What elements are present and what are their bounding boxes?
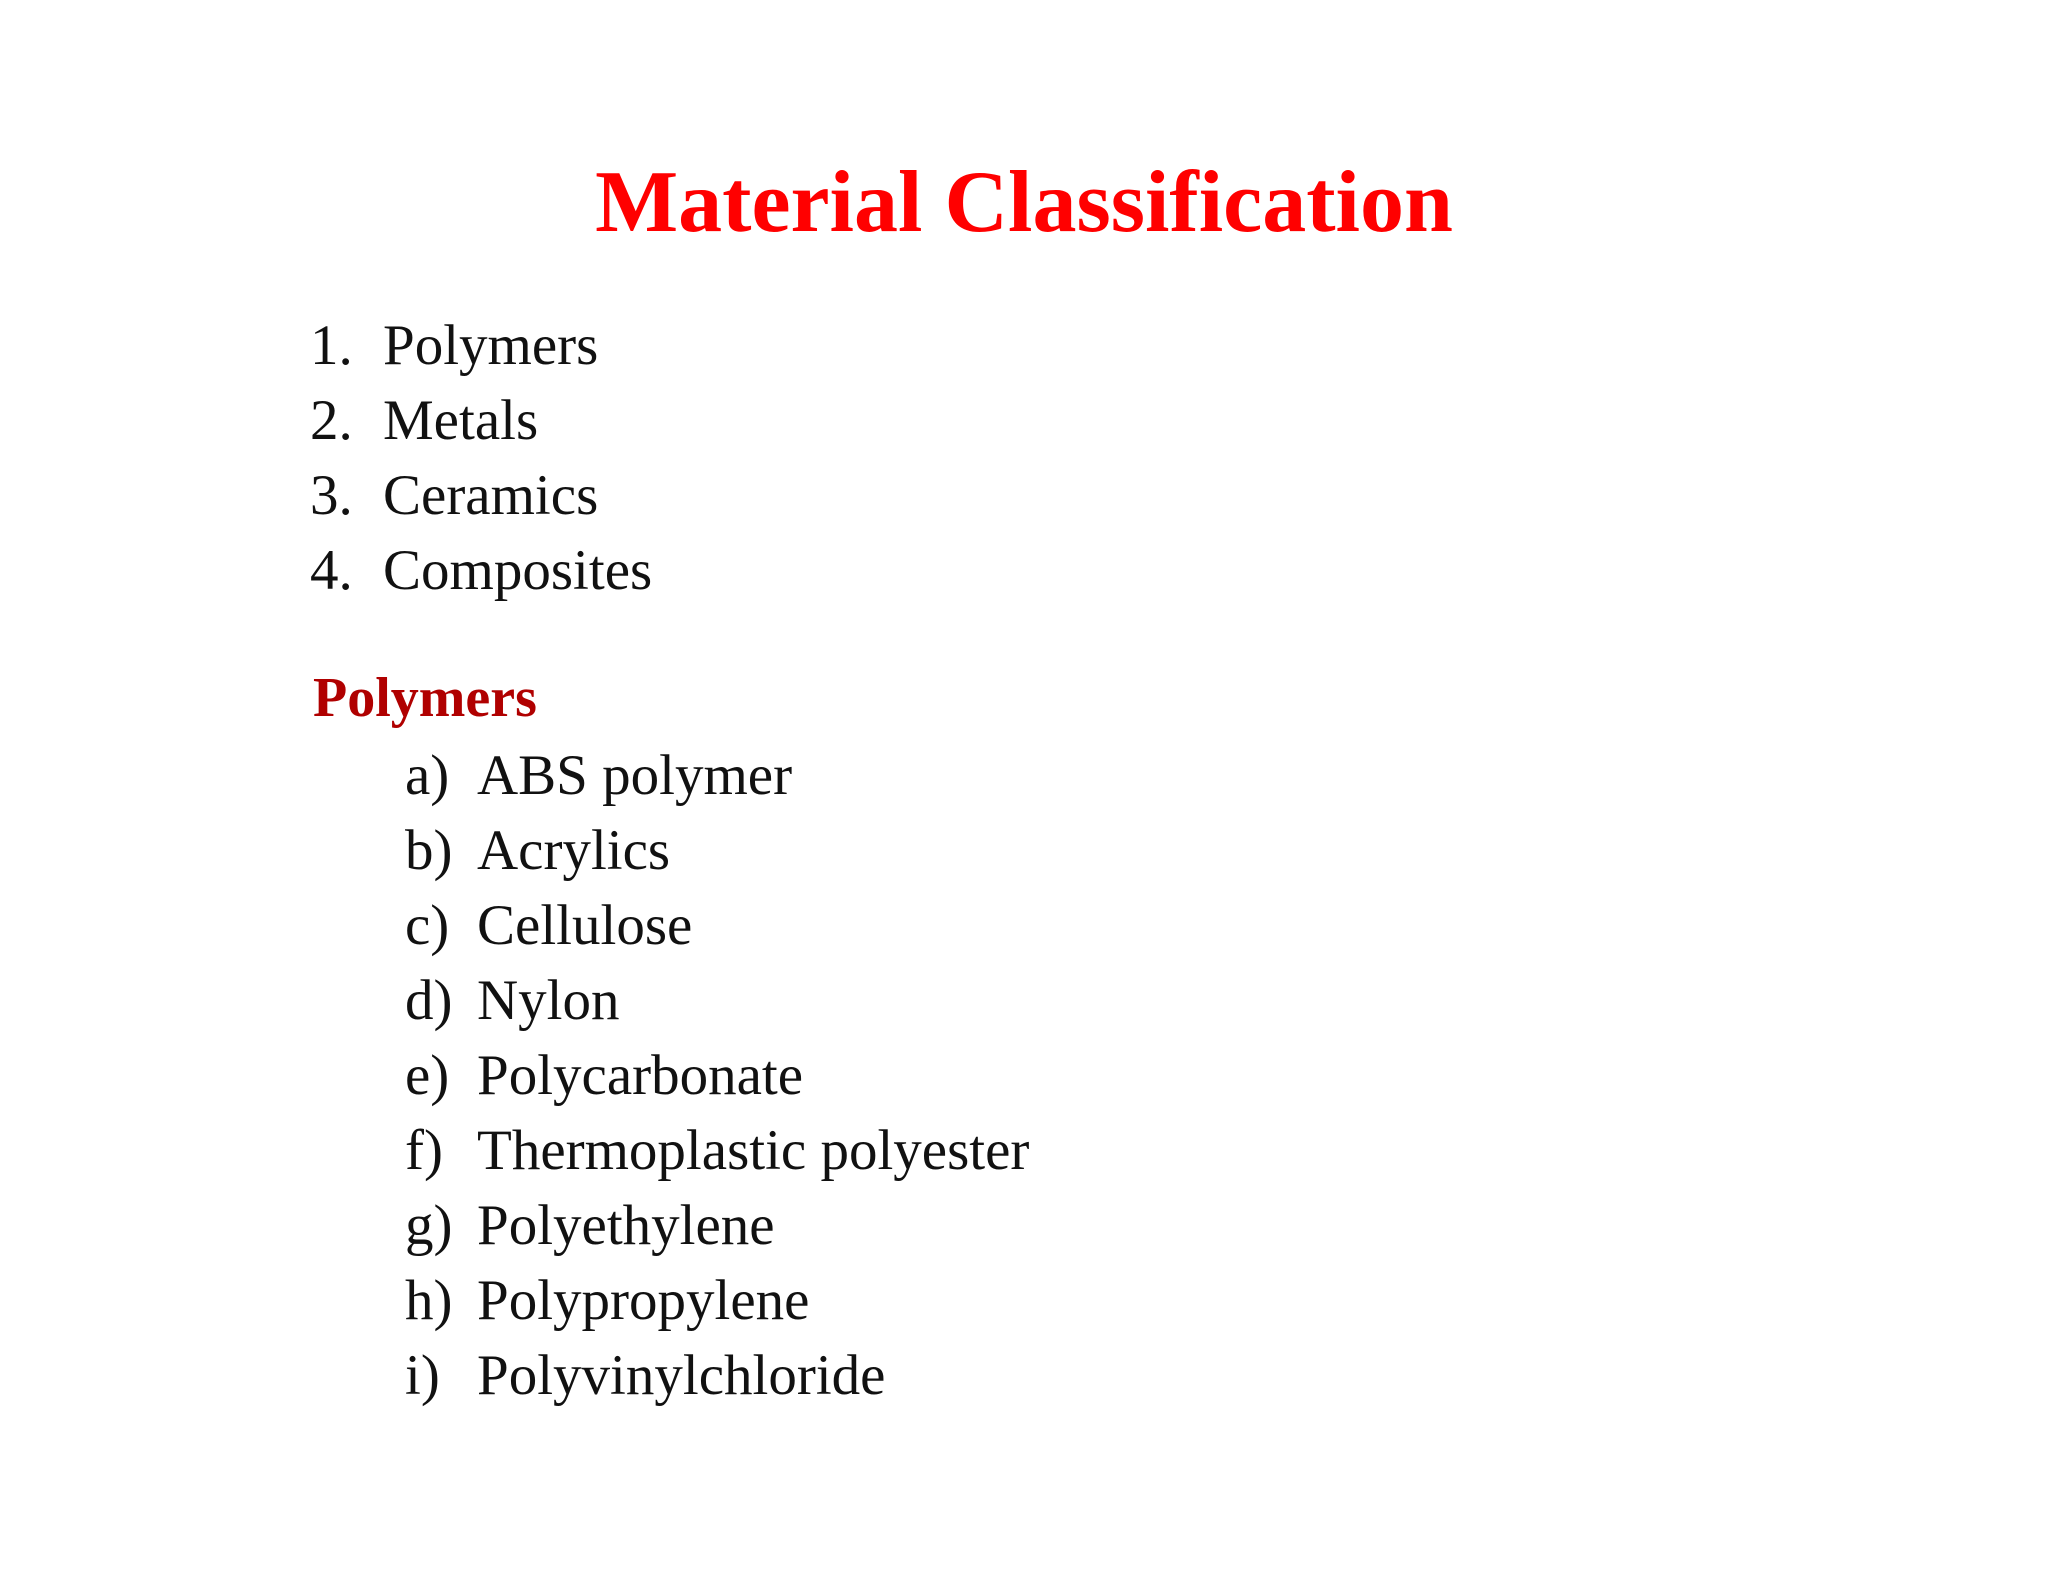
- list-item-number: 3.: [310, 464, 353, 527]
- list-item-letter: g): [405, 1194, 453, 1257]
- list-item-letter: h): [405, 1269, 453, 1332]
- polymers-heading: Polymers: [313, 667, 537, 729]
- list-item-letter: b): [405, 819, 453, 882]
- list-item: [310, 383, 652, 458]
- list-item-label: Composites: [383, 539, 653, 602]
- list-item-letter: i): [405, 1344, 440, 1407]
- list-item: [310, 458, 652, 533]
- list-item-label: Polymers: [383, 314, 599, 377]
- list-item-letter: d): [405, 969, 453, 1032]
- list-item: [310, 533, 652, 608]
- list-item-number: 2.: [310, 389, 353, 452]
- slide-title: Material Classification: [595, 154, 1453, 251]
- list-item-number: 1.: [310, 314, 353, 377]
- list-item-label: Thermoplastic polyester: [477, 1119, 1030, 1182]
- list-item: [405, 1113, 1029, 1188]
- list-item-letter: c): [405, 894, 450, 957]
- list-item-label: Acrylics: [477, 819, 671, 882]
- list-item-letter: f): [405, 1119, 443, 1182]
- material-category-list: [310, 308, 652, 608]
- list-item: [405, 1188, 1029, 1263]
- list-item-label: Nylon: [477, 969, 620, 1032]
- list-item-label: Polyethylene: [477, 1194, 775, 1257]
- list-item-label: Polycarbonate: [477, 1044, 804, 1107]
- list-item: [405, 1263, 1029, 1338]
- list-item-label: ABS polymer: [477, 744, 793, 807]
- list-item-label: Polypropylene: [477, 1269, 810, 1332]
- list-item: [405, 1338, 1029, 1413]
- polymer-types-list: [405, 738, 1029, 1413]
- list-item: [310, 308, 652, 383]
- list-item: [405, 888, 1029, 963]
- list-item-number: 4.: [310, 539, 353, 602]
- list-item-letter: a): [405, 744, 450, 807]
- list-item-label: Metals: [383, 389, 539, 452]
- list-item-label: Ceramics: [383, 464, 599, 527]
- list-item-label: Cellulose: [477, 894, 693, 957]
- list-item: [405, 1038, 1029, 1113]
- list-item: [405, 738, 1029, 813]
- list-item: [405, 813, 1029, 888]
- list-item-label: Polyvinylchloride: [477, 1344, 886, 1407]
- list-item-letter: e): [405, 1044, 450, 1107]
- list-item: [405, 963, 1029, 1038]
